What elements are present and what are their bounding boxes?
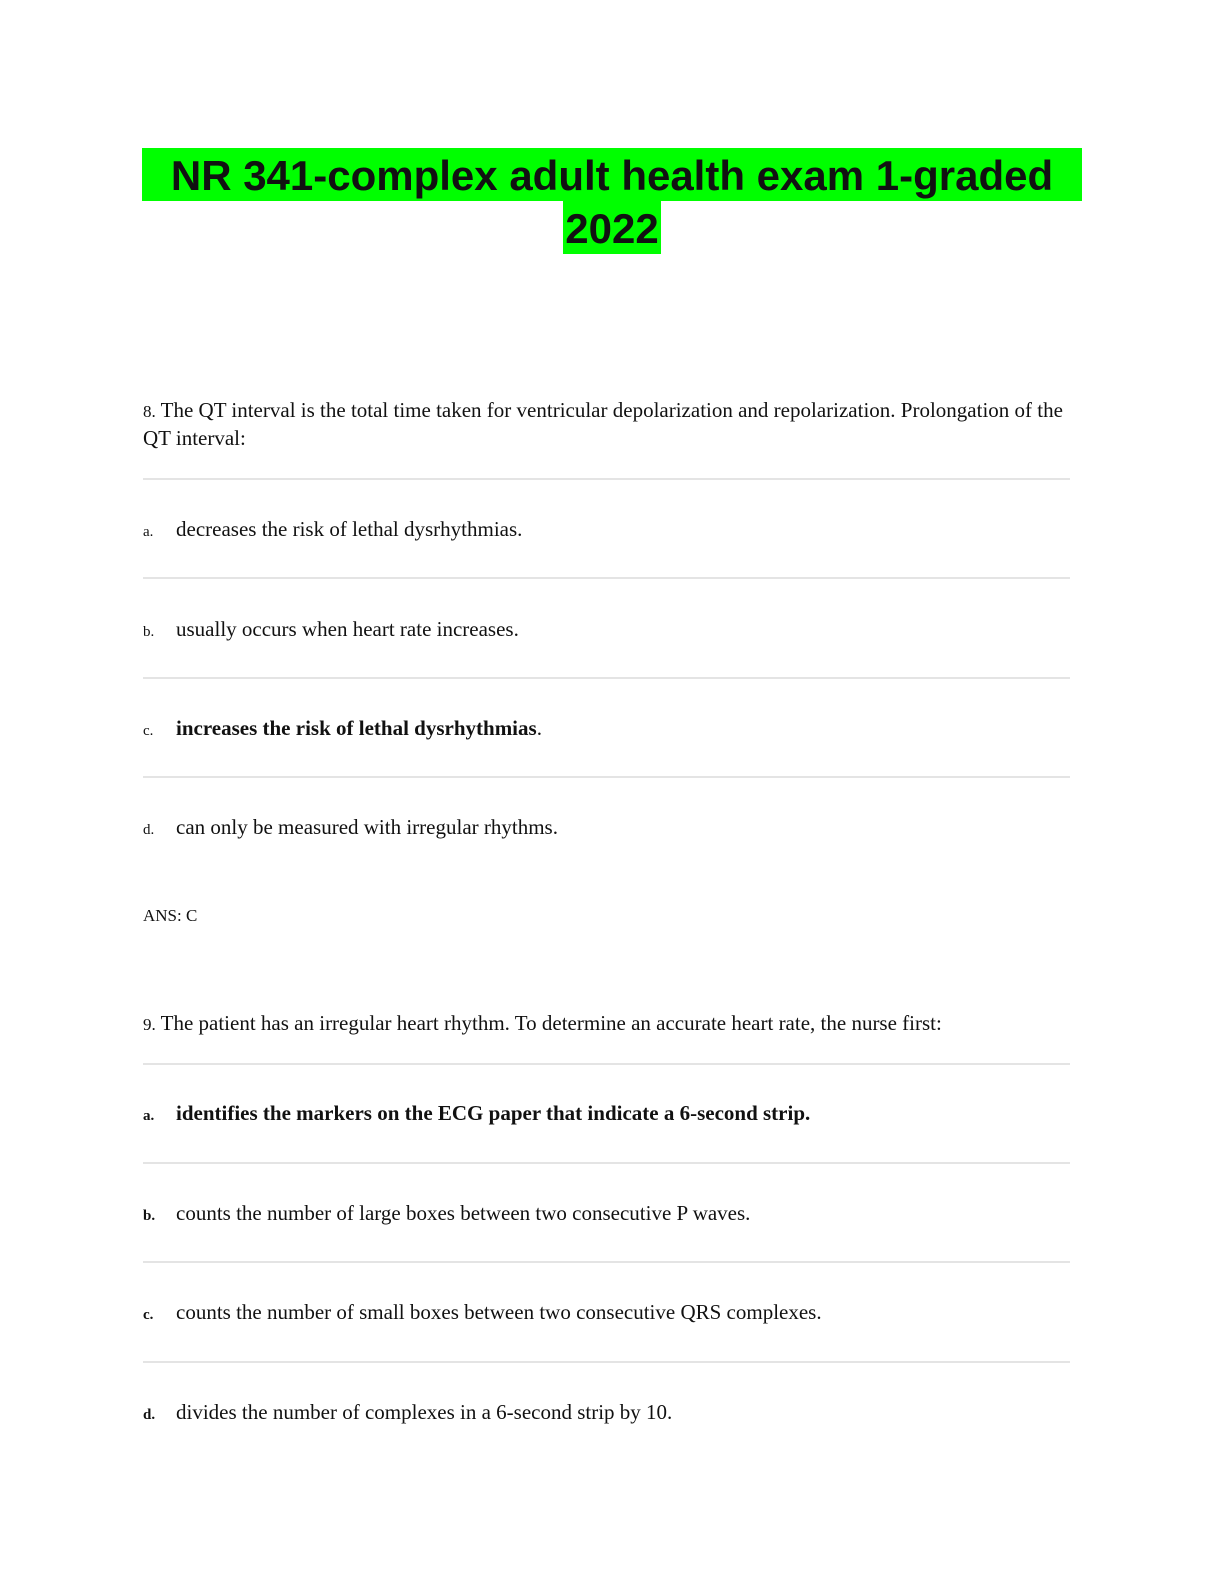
question-9-stem <box>143 1010 1073 1038</box>
option-text: can only be measured with irregular rhythms. <box>176 815 558 839</box>
question-number: 8. <box>143 402 156 421</box>
question-9-option-a <box>143 1100 1070 1129</box>
option-divider <box>143 577 1070 579</box>
title-line-2: 2022 <box>563 201 660 254</box>
option-letter: a. <box>143 524 154 540</box>
question-text: The patient has an irregular heart rhythm. To determine an accurate heart rate, the nurse first: <box>160 1011 942 1035</box>
option-text: decreases the risk of lethal dysrhythmias. <box>176 517 523 541</box>
option-text: counts the number of small boxes between two consecutive QRS complexes. <box>176 1300 822 1324</box>
option-divider <box>143 1063 1070 1065</box>
option-text: divides the number of complexes in a 6-second strip by 10. <box>176 1400 673 1424</box>
question-8-option-c <box>143 715 1070 744</box>
question-number: 9. <box>143 1015 156 1034</box>
option-letter: d. <box>143 822 155 838</box>
question-8-option-d <box>143 814 1070 843</box>
question-text: The QT interval is the total time taken for ventricular depolarization and repolarization. Prolongation of the QT interval: <box>143 398 1063 450</box>
option-text: usually occurs when heart rate increases. <box>176 617 519 641</box>
option-text-correct: identifies the markers on the ECG paper that indicate a 6-second strip. <box>176 1101 811 1125</box>
option-letter: b. <box>143 624 155 640</box>
option-letter: d. <box>143 1407 156 1423</box>
option-letter: b. <box>143 1208 156 1224</box>
question-8-option-b <box>143 616 1070 645</box>
option-letter: c. <box>143 723 154 739</box>
option-suffix: . <box>536 716 542 740</box>
title-line-1: NR 341-complex adult health exam 1-graded <box>142 148 1082 201</box>
option-divider <box>143 1361 1070 1363</box>
option-divider <box>143 776 1070 778</box>
option-divider <box>143 478 1070 480</box>
option-divider <box>143 1162 1070 1164</box>
question-9-option-c <box>143 1299 1070 1328</box>
question-8-option-a <box>143 516 1070 545</box>
question-9-option-d <box>143 1399 1070 1428</box>
question-9-option-b <box>143 1200 1070 1229</box>
option-text: counts the number of large boxes between two consecutive P waves. <box>176 1201 751 1225</box>
question-8-stem <box>143 397 1073 452</box>
document-title <box>142 148 1082 256</box>
answer-key: ANS: C <box>143 906 198 925</box>
option-letter: c. <box>143 1307 154 1323</box>
option-text-correct: increases the risk of lethal dysrhythmias <box>176 716 537 740</box>
option-divider <box>143 1261 1070 1263</box>
option-divider <box>143 677 1070 679</box>
option-letter: a. <box>143 1108 155 1124</box>
